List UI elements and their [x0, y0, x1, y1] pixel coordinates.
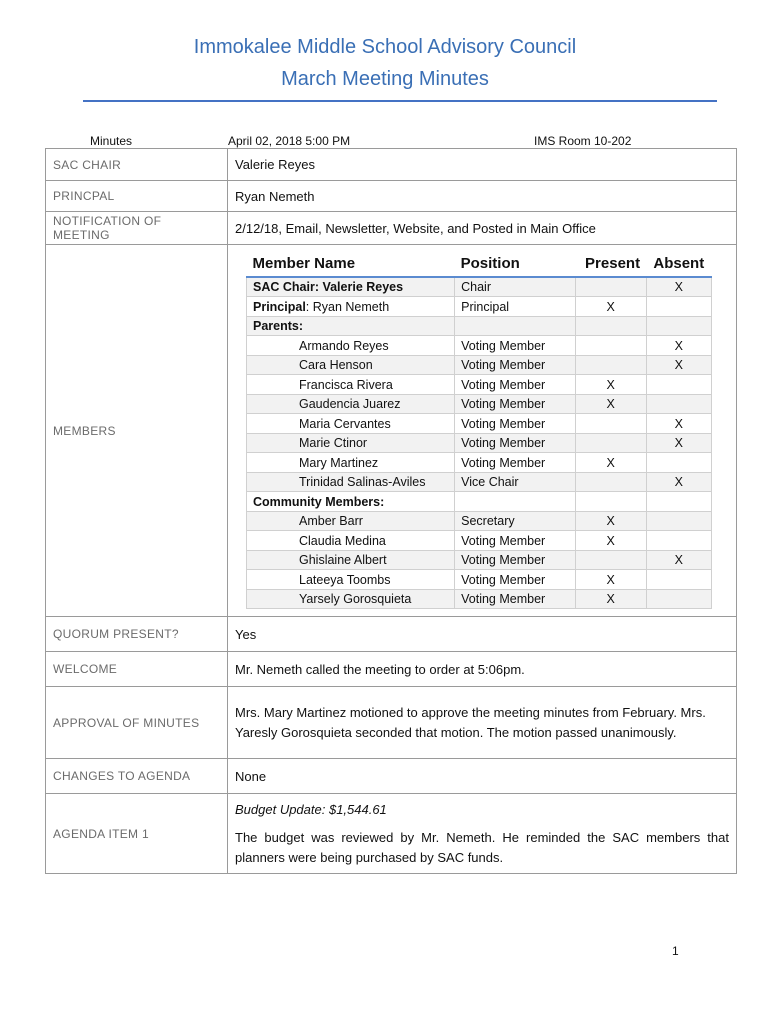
- member-row: [247, 336, 712, 356]
- member-name: Gaudencia Juarez: [247, 394, 455, 414]
- member-row: [247, 570, 712, 590]
- document-subtitle: March Meeting Minutes: [281, 68, 489, 90]
- member-position: Vice Chair: [455, 472, 576, 492]
- row-agenda-item-1: [46, 794, 737, 874]
- member-present: X: [575, 297, 646, 317]
- member-name: Amber Barr: [247, 511, 455, 531]
- member-absent: X: [646, 472, 711, 492]
- member-position: Voting Member: [455, 414, 576, 434]
- member-name: Lateeya Toombs: [247, 570, 455, 590]
- row-sac-chair: [46, 149, 737, 181]
- member-present: [575, 336, 646, 356]
- row-notification: [46, 212, 737, 245]
- meeting-datetime: April 02, 2018 5:00 PM: [228, 134, 351, 148]
- row-value: 2/12/18, Email, Newsletter, Website, and Posted in Main Office: [228, 212, 737, 245]
- row-principal: [46, 181, 737, 212]
- member-row: [247, 550, 712, 570]
- row-welcome: [46, 652, 737, 687]
- member-present: X: [575, 570, 646, 590]
- row-label: PRINCPAL: [46, 181, 228, 212]
- members-group-community: [247, 492, 712, 512]
- row-changes: [46, 759, 737, 794]
- member-name: Yarsely Gorosquieta: [247, 589, 455, 609]
- member-present: X: [575, 531, 646, 551]
- member-name: Claudia Medina: [247, 531, 455, 551]
- row-label: SAC CHAIR: [46, 149, 228, 181]
- member-present: [575, 355, 646, 375]
- document-title: Immokalee Middle School Advisory Council: [193, 36, 577, 58]
- member-name: Maria Cervantes: [247, 414, 455, 434]
- page-number: 1: [672, 944, 679, 958]
- member-role: Principal: [253, 299, 306, 314]
- member-position: Voting Member: [455, 336, 576, 356]
- member-row-principal: [247, 297, 712, 317]
- member-position: Voting Member: [455, 394, 576, 414]
- row-label: NOTIFICATION OF MEETING: [46, 212, 228, 245]
- row-label: MEMBERS: [46, 245, 228, 617]
- col-header-position: Position: [455, 252, 576, 277]
- member-position: Voting Member: [455, 453, 576, 473]
- group-label: Community Members:: [253, 494, 385, 509]
- member-name: : Ryan Nemeth: [305, 299, 390, 314]
- row-label: APPROVAL OF MINUTES: [46, 687, 228, 759]
- member-absent: X: [646, 414, 711, 434]
- row-members: [46, 245, 737, 617]
- minutes-label: Minutes: [90, 134, 133, 148]
- row-label: CHANGES TO AGENDA: [46, 759, 228, 794]
- member-absent: [646, 589, 711, 609]
- member-position: Voting Member: [455, 550, 576, 570]
- row-value: Valerie Reyes: [228, 149, 737, 181]
- member-row: [247, 414, 712, 434]
- row-approval: [46, 687, 737, 759]
- member-name: Marie Ctinor: [247, 433, 455, 453]
- member-row: [247, 472, 712, 492]
- member-row: [247, 453, 712, 473]
- group-label: Parents:: [253, 319, 304, 333]
- col-header-member-name: Member Name: [247, 252, 455, 277]
- member-absent: X: [646, 355, 711, 375]
- member-absent: [646, 297, 711, 317]
- member-present: [575, 277, 646, 297]
- member-absent: X: [646, 550, 711, 570]
- member-absent: X: [646, 277, 711, 297]
- minutes-table: [45, 148, 737, 874]
- row-value: Mr. Nemeth called the meeting to order at 5:06pm.: [228, 652, 737, 687]
- member-absent: [646, 375, 711, 395]
- member-position: Voting Member: [455, 531, 576, 551]
- member-position: Voting Member: [455, 589, 576, 609]
- member-name: Francisca Rivera: [247, 375, 455, 395]
- member-present: [575, 433, 646, 453]
- member-present: X: [575, 375, 646, 395]
- member-row: [247, 531, 712, 551]
- member-present: [575, 414, 646, 434]
- member-present: X: [575, 453, 646, 473]
- member-absent: X: [646, 336, 711, 356]
- member-present: [575, 550, 646, 570]
- member-absent: [646, 531, 711, 551]
- members-header-row: [247, 252, 712, 277]
- member-position: Voting Member: [455, 355, 576, 375]
- member-name: Armando Reyes: [247, 336, 455, 356]
- member-position: Principal: [455, 297, 576, 317]
- row-value: Mrs. Mary Martinez motioned to approve the meeting minutes from February. Mrs. Yaresly Gorosquieta seconded that motion. The motion passed unanimously.: [235, 704, 706, 740]
- row-quorum: [46, 617, 737, 652]
- agenda-item-subtitle: Budget Update: $1,544.61: [235, 801, 387, 817]
- member-name: Ghislaine Albert: [247, 550, 455, 570]
- col-header-absent: Absent: [646, 252, 711, 277]
- member-position: Chair: [455, 277, 576, 297]
- meeting-location: IMS Room 10-202: [534, 134, 632, 148]
- member-present: X: [575, 589, 646, 609]
- row-value: Yes: [228, 617, 737, 652]
- member-position: Voting Member: [455, 570, 576, 590]
- row-value: Ryan Nemeth: [228, 181, 737, 212]
- member-absent: [646, 570, 711, 590]
- member-absent: [646, 511, 711, 531]
- row-value: The budget was reviewed by Mr. Nemeth. He reminded the SAC members that planners were being purchased by SAC funds.: [235, 829, 729, 865]
- members-group-parents: [247, 316, 712, 336]
- member-position: Secretary: [455, 511, 576, 531]
- member-present: X: [575, 394, 646, 414]
- member-position: Voting Member: [455, 433, 576, 453]
- member-name: Cara Henson: [247, 355, 455, 375]
- member-position: Voting Member: [455, 375, 576, 395]
- row-label: AGENDA ITEM 1: [46, 794, 228, 874]
- title-underline: [83, 100, 717, 102]
- member-row: [247, 394, 712, 414]
- member-name: Trinidad Salinas-Aviles: [247, 472, 455, 492]
- member-row: [247, 355, 712, 375]
- col-header-present: Present: [575, 252, 646, 277]
- member-row: [247, 589, 712, 609]
- member-row: [247, 433, 712, 453]
- member-row-chair: [247, 277, 712, 297]
- row-value: None: [228, 759, 737, 794]
- members-attendance-table: [246, 252, 712, 610]
- member-name: Mary Martinez: [247, 453, 455, 473]
- member-row: [247, 375, 712, 395]
- row-label: QUORUM PRESENT?: [46, 617, 228, 652]
- member-absent: [646, 394, 711, 414]
- member-role: SAC Chair: Valerie Reyes: [253, 280, 404, 294]
- member-absent: X: [646, 433, 711, 453]
- member-present: X: [575, 511, 646, 531]
- row-label: WELCOME: [46, 652, 228, 687]
- member-row: [247, 511, 712, 531]
- member-present: [575, 472, 646, 492]
- member-absent: [646, 453, 711, 473]
